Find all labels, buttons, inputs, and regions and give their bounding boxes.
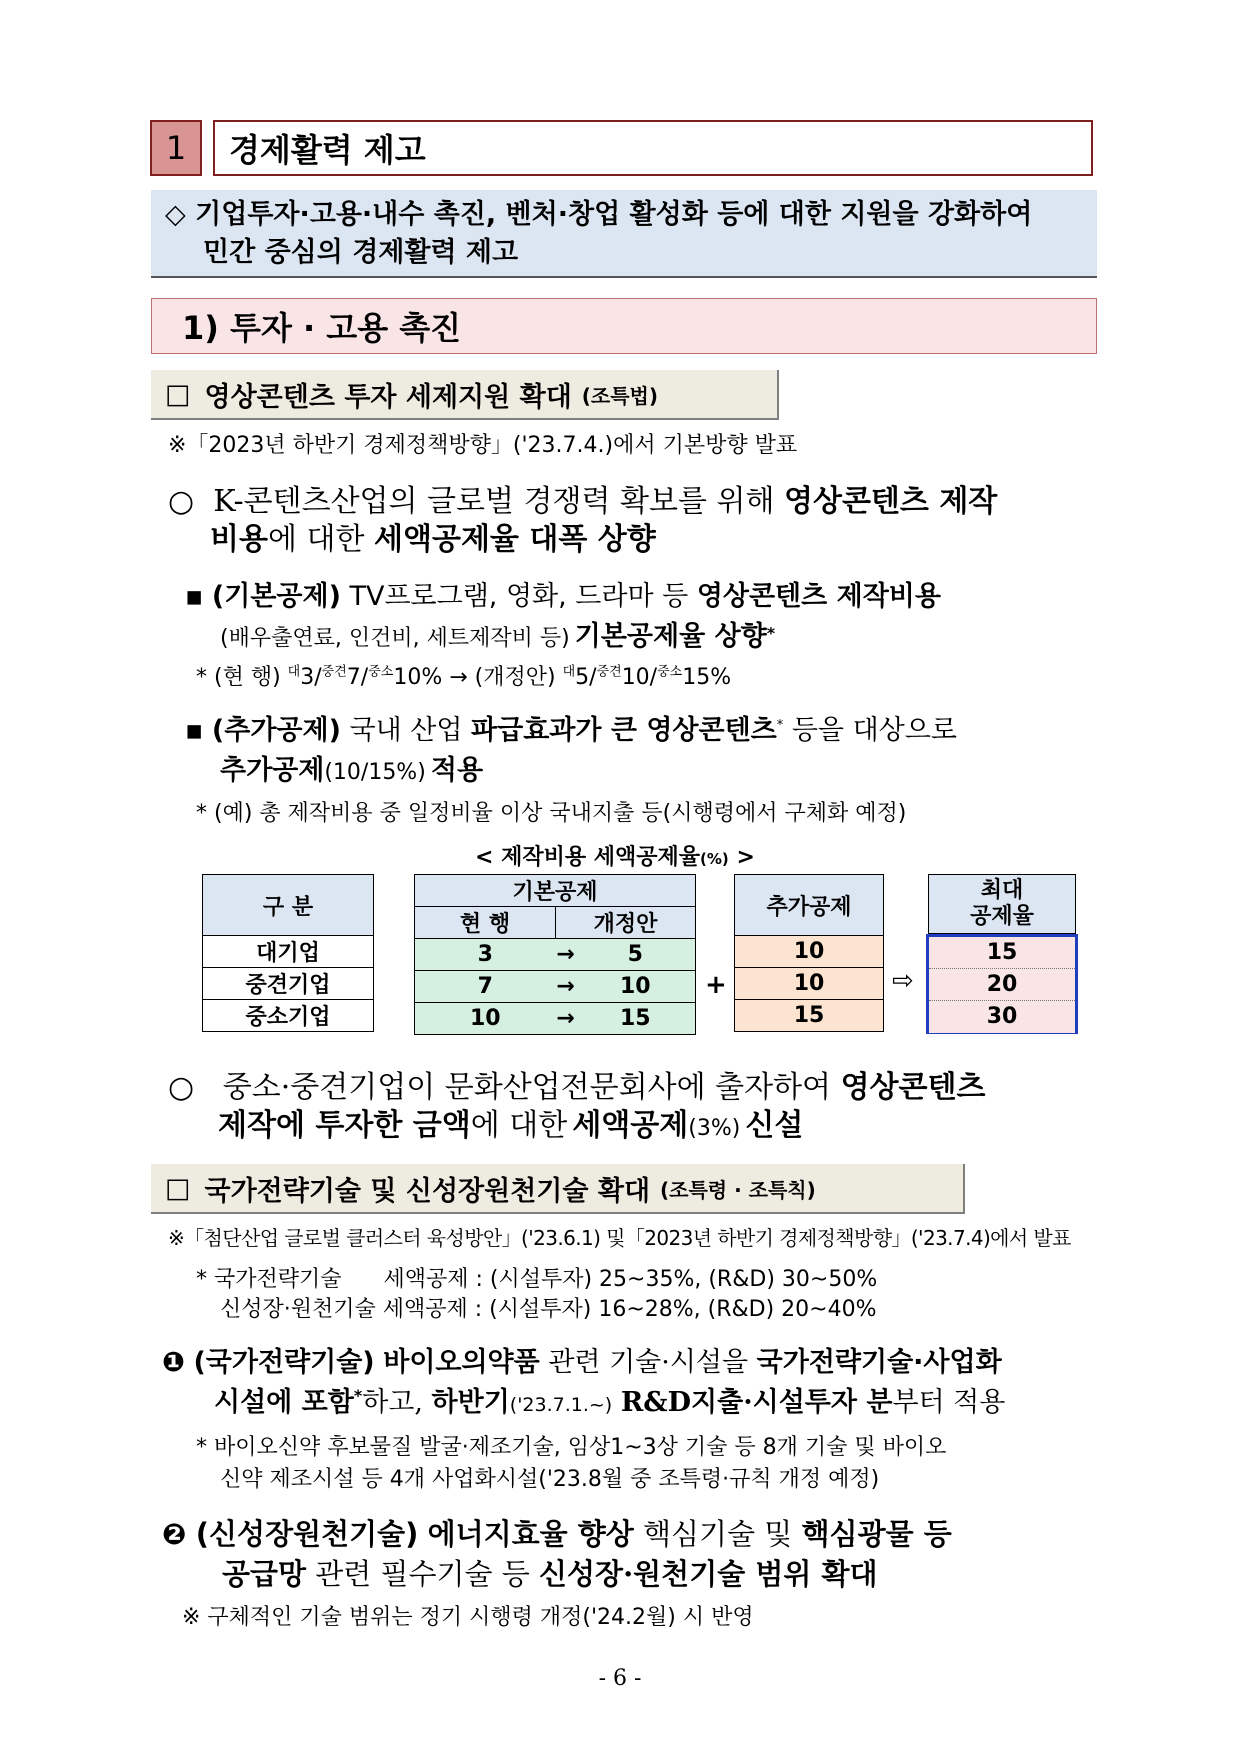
section-title: 1) 투자 · 고용 촉진 bbox=[151, 298, 1097, 354]
detail2-note: * (예) 총 제작비용 중 일정비율 이상 국내지출 등(시행령에서 구체화 예정) bbox=[196, 801, 907, 826]
implies-arrow-icon: ⇨ bbox=[892, 966, 914, 996]
cell-extra: 10 bbox=[735, 936, 884, 968]
subsection1-reference: ※「2023년 하반기 경제정책방향」('23.7.4.)에서 기본방향 발표 bbox=[168, 433, 798, 458]
circle-bullet-icon: ○ bbox=[168, 1070, 195, 1105]
paragraph2-line1: ○ 중소·중견기업이 문화산업전문회사에 출자하여 영상콘텐츠 bbox=[168, 1070, 986, 1105]
header-current: 현 행 bbox=[415, 907, 556, 939]
header-revised: 개정안 bbox=[556, 907, 696, 939]
square-bullet-icon: ▪ bbox=[185, 581, 204, 612]
table-category bbox=[202, 874, 374, 1032]
row-name: 중견기업 bbox=[203, 968, 374, 1000]
header-max: 최대 공제율 bbox=[928, 874, 1076, 934]
checkbox-icon: □ bbox=[165, 378, 191, 410]
cell-revised: 15 bbox=[576, 1003, 696, 1035]
item1-line2: 시설에 포함*하고, 하반기('23.7.1.~) R&D지출·시설투자 분부터 적용 bbox=[214, 1386, 1006, 1418]
summary-box bbox=[151, 190, 1097, 278]
arrow-icon: → bbox=[556, 1003, 576, 1035]
detail2-line2: 추가공제(10/15%) 적용 bbox=[220, 755, 484, 786]
arrow-icon: → bbox=[556, 971, 576, 1003]
header-category: 구 분 bbox=[203, 875, 374, 936]
subsection2-note-line2: 신성장·원천기술 세액공제 : (시설투자) 16~28%, (R&D) 20~40% bbox=[220, 1297, 877, 1322]
table-title: < 제작비용 세액공제율(%) > bbox=[475, 845, 755, 870]
number-2-icon: ❷ bbox=[162, 1517, 187, 1551]
subsection2-reference2: ※ 구체적인 기술 범위는 정기 시행령 개정('24.2월) 시 반영 bbox=[182, 1605, 754, 1630]
item1-note-line1: * 바이오신약 후보물질 발굴·제조기술, 임상1~3상 기술 등 8개 기술 및 바이오 bbox=[196, 1435, 947, 1460]
subsection2-law: (조특령 · 조특칙) bbox=[660, 1177, 816, 1202]
square-bullet-icon: ▪ bbox=[185, 715, 204, 746]
number-1-icon: ❶ bbox=[162, 1347, 185, 1378]
item1-line1: ❶ (국가전략기술) 바이오의약품 관련 기술·시설을 국가전략기술·사업화 bbox=[162, 1347, 1002, 1378]
cell-revised: 10 bbox=[576, 971, 696, 1003]
detail1-line1: ▪ (기본공제) TV프로그램, 영화, 드라마 등 영상콘텐츠 제작비용 bbox=[185, 581, 941, 612]
subsection2-reference: ※「첨단산업 글로벌 클러스터 육성방안」('23.6.1) 및「2023년 하반기 경제정책방향」('23.7.4)에서 발표 bbox=[168, 1226, 1071, 1250]
cell-max: 15 bbox=[929, 937, 1075, 969]
table-extra-deduction bbox=[734, 874, 884, 1032]
item1-note-line2: 신약 제조시설 등 4개 사업화시설('23.8월 중 조특령·규칙 개정 예정) bbox=[220, 1467, 880, 1492]
cell-extra: 10 bbox=[735, 968, 884, 1000]
subsection2-header bbox=[151, 1164, 965, 1214]
cell-max: 30 bbox=[929, 1001, 1075, 1033]
paragraph1-line2: 비용에 대한 세액공제율 대폭 상향 bbox=[210, 522, 656, 557]
subsection1-title: 영상콘텐츠 투자 세제지원 확대 bbox=[204, 381, 572, 413]
header-basic: 기본공제 bbox=[415, 875, 696, 907]
summary-line1: 기업투자·고용·내수 촉진, 벤처·창업 활성화 등에 대한 지원을 강화하여 bbox=[195, 199, 1033, 230]
row-name: 대기업 bbox=[203, 936, 374, 968]
subsection2-title: 국가전략기술 및 신성장원천기술 확대 bbox=[204, 1175, 651, 1207]
row-name: 중소기업 bbox=[203, 1000, 374, 1032]
table-basic-deduction bbox=[414, 874, 696, 1035]
detail2-line1: ▪ (추가공제) 국내 산업 파급효과가 큰 영상콘텐츠* 등을 대상으로 bbox=[185, 715, 957, 746]
detail1-note: * (현 행) $^대$3/$^{중견}$7/$^{중소}$10% → (개정안) $^대$5/$^{중견}$10/$^{중소}$15% bbox=[196, 664, 732, 690]
detail1-line2: (배우출연료, 인건비, 세트제작비 등) 기본공제율 상향* bbox=[220, 621, 776, 652]
max-rate-box bbox=[926, 934, 1078, 1034]
cell-current: 10 bbox=[415, 1003, 556, 1035]
summary-line2: 민간 중심의 경제활력 제고 bbox=[203, 237, 519, 268]
plus-icon: + bbox=[705, 970, 727, 1000]
subsection1-law: (조특법) bbox=[581, 383, 659, 408]
paragraph1-line1: ○ K-콘텐츠산업의 글로벌 경쟁력 확보를 위해 영상콘텐츠 제작 bbox=[168, 484, 998, 519]
cell-max: 20 bbox=[929, 969, 1075, 1001]
page-number: - 6 - bbox=[598, 1666, 642, 1691]
item2-line2: 공급망 관련 필수기술 등 신성장·원천기술 범위 확대 bbox=[222, 1557, 878, 1591]
cell-current: 7 bbox=[415, 971, 556, 1003]
chapter-title: 경제활력 제고 bbox=[213, 120, 1093, 176]
cell-current: 3 bbox=[415, 939, 556, 971]
checkbox-icon: □ bbox=[165, 1172, 191, 1204]
diamond-icon: ◇ bbox=[165, 199, 186, 230]
chapter-number: 1 bbox=[150, 120, 202, 176]
subsection2-note-line1: * 국가전략기술 세액공제 : (시설투자) 25~35%, (R&D) 30~50% bbox=[196, 1267, 878, 1292]
arrow-icon: → bbox=[556, 939, 576, 971]
subsection1-header bbox=[151, 370, 779, 420]
paragraph2-line2: 제작에 투자한 금액에 대한 세액공제(3%) 신설 bbox=[218, 1108, 804, 1143]
circle-bullet-icon: ○ bbox=[168, 484, 195, 519]
cell-revised: 5 bbox=[576, 939, 696, 971]
item2-line1: ❷ (신성장원천기술) 에너지효율 향상 핵심기술 및 핵심광물 등 bbox=[162, 1517, 952, 1551]
cell-extra: 15 bbox=[735, 1000, 884, 1032]
header-extra: 추가공제 bbox=[735, 875, 884, 936]
